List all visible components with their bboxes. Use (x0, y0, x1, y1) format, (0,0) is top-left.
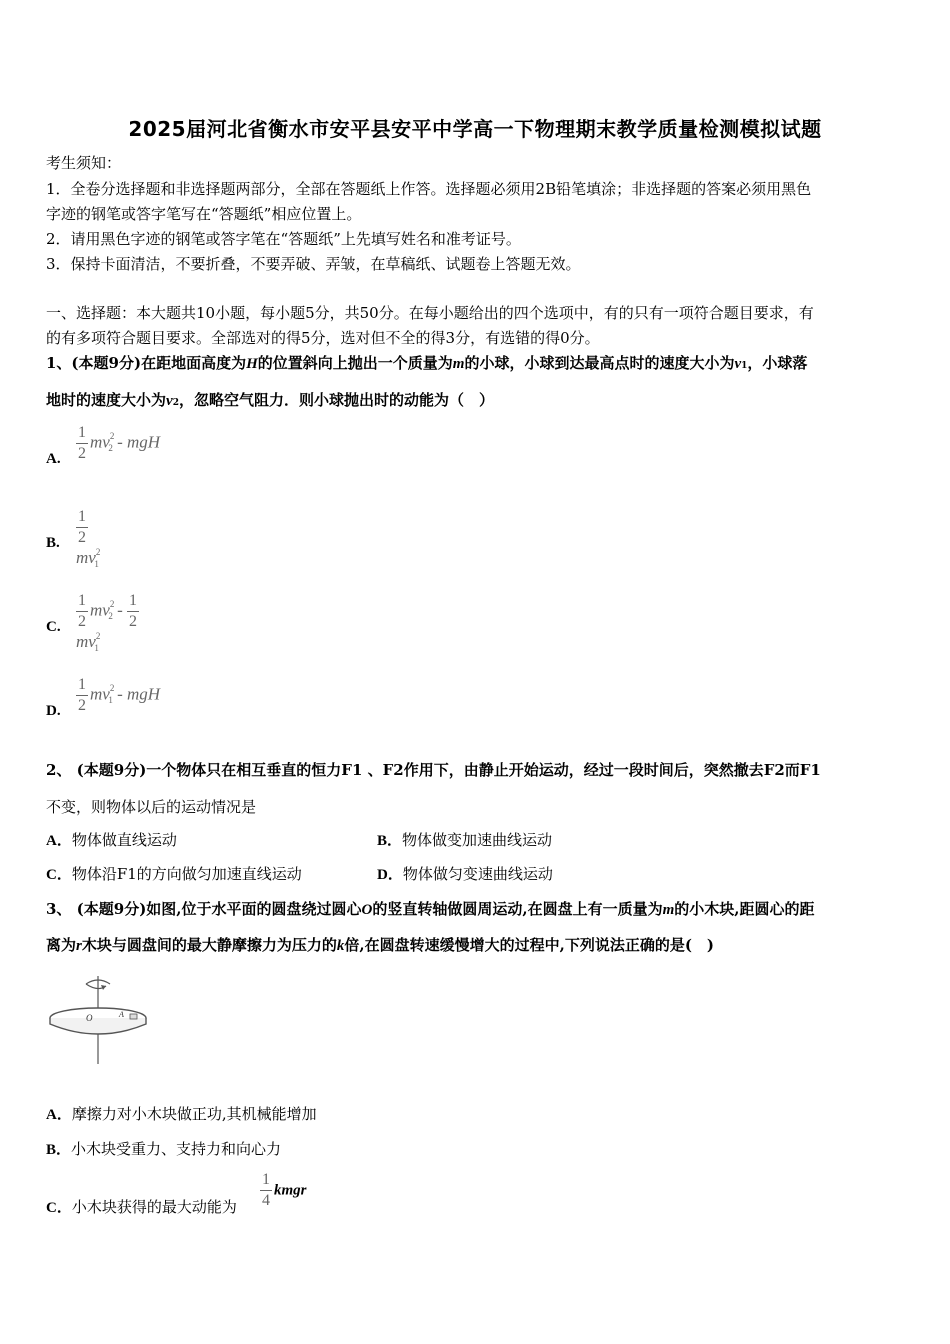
q1-option-c-label: C. (46, 619, 61, 635)
q3-stem-line1: 3、 (本题9分)如图,位于水平面的圆盘绕过圆心O的竖直转轴做圆周运动,在圆盘上有一质量为m的小木块,距圆心的距 (46, 900, 815, 918)
page-title: 2025届河北省衡水市安平县安平中学高一下物理期末教学质量检测模拟试题 (128, 117, 822, 141)
q1-option-a-formula: $\frac{1}{2}$ $mv^2_2$ - mgH (78, 424, 161, 462)
q3-option-c: C．小木块获得的最大动能为 (46, 1198, 237, 1216)
q1-option-d-label: D. (46, 703, 61, 719)
q1-stem-line1 (46, 352, 807, 373)
q1-var-v1-sub: 1 (741, 361, 748, 371)
block-label: A (119, 1010, 124, 1019)
notice-heading: 考生须知： (46, 154, 122, 172)
q1-stem-b: 的位置斜向上抛出一个质量为 (257, 354, 453, 372)
notice-item-2: 2．请用黑色字迹的钢笔或答字笔在“答题纸”上先填写姓名和准考证号。 (46, 230, 521, 248)
rotating-disk-figure (46, 972, 150, 1068)
q2-option-c: C．物体沿F1的方向做匀加速直线运动 (46, 865, 302, 883)
q1-option-c-formula: $\frac{1}{2}$ $mv^2_2$ - $\frac{1}{2}$ $mv^2_1$ (76, 592, 137, 653)
q1-option-a-label: A. (46, 451, 61, 467)
q2-option-a: A．物体做直线运动 (46, 831, 177, 849)
notice-item-3: 3．保持卡面清洁，不要折叠，不要弄破、弄皱，在草稿纸、试题卷上答题无效。 (46, 255, 581, 273)
q1-option-b-label: B. (46, 535, 60, 551)
q1-var-v2: v (166, 393, 173, 409)
q1-stem-c: 的小球，小球到达最高点时的速度大小为 (464, 354, 735, 372)
q2-option-b: B．物体做变加速曲线运动 (377, 831, 553, 849)
q3-option-a: A．摩擦力对小木块做正功,其机械能增加 (46, 1105, 317, 1123)
disk-edge (50, 1018, 146, 1034)
section-intro-line2: 的有多项符合题目要求。全部选对的得5分，选对但不全的得3分，有选错的得0分。 (46, 329, 600, 347)
q1-var-H: H (246, 356, 258, 372)
q1-var-m: m (452, 356, 465, 372)
q1-stem-f: ，忽略空气阻力．则小球抛出时的动能为（ ） (178, 391, 494, 409)
q2-stem-line2: 不变，则物体以后的运动情况是 (46, 798, 257, 816)
notice-item-1: 1．全卷分选择题和非选择题两部分，全部在答题纸上作答。选择题必须用2B铅笔填涂；非选择题的答案必须用黑色 (46, 180, 812, 198)
section-intro-line1: 一、选择题：本大题共10小题，每小题5分，共50分。在每小题给出的四个选项中，有的只有一项符合题目要求，有 (46, 304, 814, 322)
q2-option-d: D．物体做匀变速曲线运动 (377, 865, 553, 883)
q1-stem-d: ，小球落 (747, 354, 808, 372)
q1-var-v1: v (734, 356, 742, 372)
q2-stem-line1: 2、 (本题9分)一个物体只在相互垂直的恒力F1 、F2作用下，由静止开始运动，经过一段时间后，突然撤去F2而F1 (46, 761, 821, 779)
notice-item-1-cont: 字迹的钢笔或答字笔写在“答题纸”相应位置上。 (46, 205, 362, 223)
q1-option-b-formula: $\frac{1}{2}$ $mv^2_1$ (76, 508, 101, 569)
disk-center-label: O (86, 1013, 93, 1023)
q3-option-c-formula: $\frac{1}{4}$ kmgr (262, 1171, 307, 1209)
wood-block (130, 1014, 137, 1019)
q1-stem-a: 1、(本题9分)在距地面高度为 (46, 354, 247, 372)
q1-stem-line2 (46, 389, 494, 410)
q3-stem-line2: 离为r木块与圆盘间的最大静摩擦力为压力的k倍,在圆盘转速缓慢增大的过程中,下列说法正确的是( ) (46, 936, 715, 954)
q1-option-d-formula: $\frac{1}{2}$ $mv^2_1$ - mgH (78, 676, 161, 714)
q3-option-b: B．小木块受重力、支持力和向心力 (46, 1140, 282, 1158)
q1-var-v2-sub: 2 (172, 398, 179, 408)
q1-stem-e: 地时的速度大小为 (46, 391, 167, 409)
